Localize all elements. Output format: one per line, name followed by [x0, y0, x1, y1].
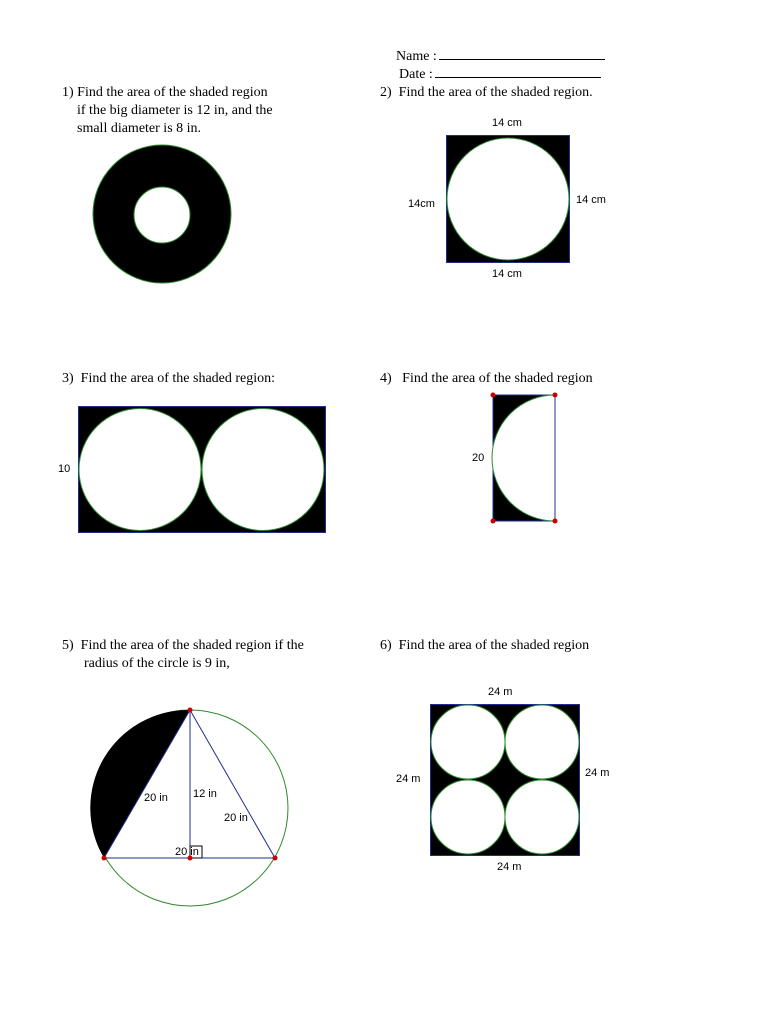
- question-3: [62, 370, 275, 388]
- name-blank[interactable]: [439, 47, 605, 60]
- question-5: [62, 637, 304, 655]
- point-top-right: [553, 393, 558, 398]
- q5-label-base: 20 in: [175, 846, 199, 858]
- name-field[interactable]: [396, 47, 605, 66]
- point-bottom-right: [553, 519, 558, 524]
- figure-1-annulus: [90, 142, 234, 286]
- question-4-line-1: Find the area of the shaded region: [402, 371, 593, 386]
- question-2: [380, 84, 593, 102]
- q6-label-right: 24 m: [585, 767, 610, 779]
- figure-2-square-circle: [446, 135, 570, 263]
- question-1-line-1: Find the area of the shaded region: [77, 85, 268, 100]
- question-2-line-1: Find the area of the shaded region.: [398, 85, 593, 100]
- question-4-number: 4): [380, 371, 392, 386]
- name-label: Name :: [396, 49, 437, 64]
- date-blank[interactable]: [435, 65, 601, 78]
- question-3-number: 3): [62, 371, 74, 386]
- q6-label-left: 24 m: [396, 773, 421, 785]
- right-circle: [202, 409, 324, 531]
- question-1-line-3: small diameter is 8 in.: [77, 121, 202, 136]
- left-circle: [79, 409, 201, 531]
- figure-6-square-four-circles: [430, 704, 580, 856]
- q2-label-left: 14cm: [408, 198, 435, 210]
- circle-top-left: [431, 705, 505, 779]
- q2-label-right: 14 cm: [576, 194, 606, 206]
- q4-label-left: 20: [472, 452, 485, 464]
- question-2-number: 2): [380, 85, 392, 100]
- question-5-line-2: radius of the circle is 9 in,: [84, 656, 230, 671]
- shaded-segment: [90, 710, 190, 858]
- point-right: [273, 856, 278, 861]
- point-apex: [188, 708, 193, 713]
- question-1-number: 1): [62, 85, 74, 100]
- q6-label-top: 24 m: [488, 686, 513, 698]
- q2-label-top: 14 cm: [492, 117, 522, 129]
- figure-3-rectangle-two-circles: [78, 406, 326, 533]
- q5-label-height: 12 in: [193, 788, 217, 800]
- date-field[interactable]: [399, 65, 601, 84]
- q5-label-right-chord: 20 in: [224, 812, 248, 824]
- question-1-line-2: if the big diameter is 12 in, and the: [77, 103, 273, 118]
- question-6: [380, 637, 589, 655]
- point-top-left: [491, 393, 496, 398]
- circle-bottom-right: [505, 780, 579, 854]
- inscribed-circle: [447, 138, 569, 260]
- question-1: [62, 84, 268, 102]
- figure-5-circle-triangle: [90, 700, 300, 915]
- date-label: Date :: [399, 67, 433, 82]
- point-left: [102, 856, 107, 861]
- inner-circle: [134, 187, 190, 243]
- question-5-number: 5): [62, 638, 74, 653]
- q3-label-left: 10: [58, 463, 71, 475]
- question-4: [380, 370, 593, 388]
- circle-bottom-left: [431, 780, 505, 854]
- question-6-line-1: Find the area of the shaded region: [398, 638, 590, 653]
- q6-label-bottom: 24 m: [497, 861, 522, 873]
- figure-4-semicircle: [488, 390, 560, 526]
- question-5-line-1: Find the area of the shaded region if the: [80, 638, 304, 653]
- circle-top-right: [505, 705, 579, 779]
- question-3-line-1: Find the area of the shaded region:: [80, 371, 276, 386]
- q2-label-bottom: 14 cm: [492, 268, 522, 280]
- point-bottom-left: [491, 519, 496, 524]
- q5-label-left-chord: 20 in: [144, 792, 168, 804]
- question-6-number: 6): [380, 638, 392, 653]
